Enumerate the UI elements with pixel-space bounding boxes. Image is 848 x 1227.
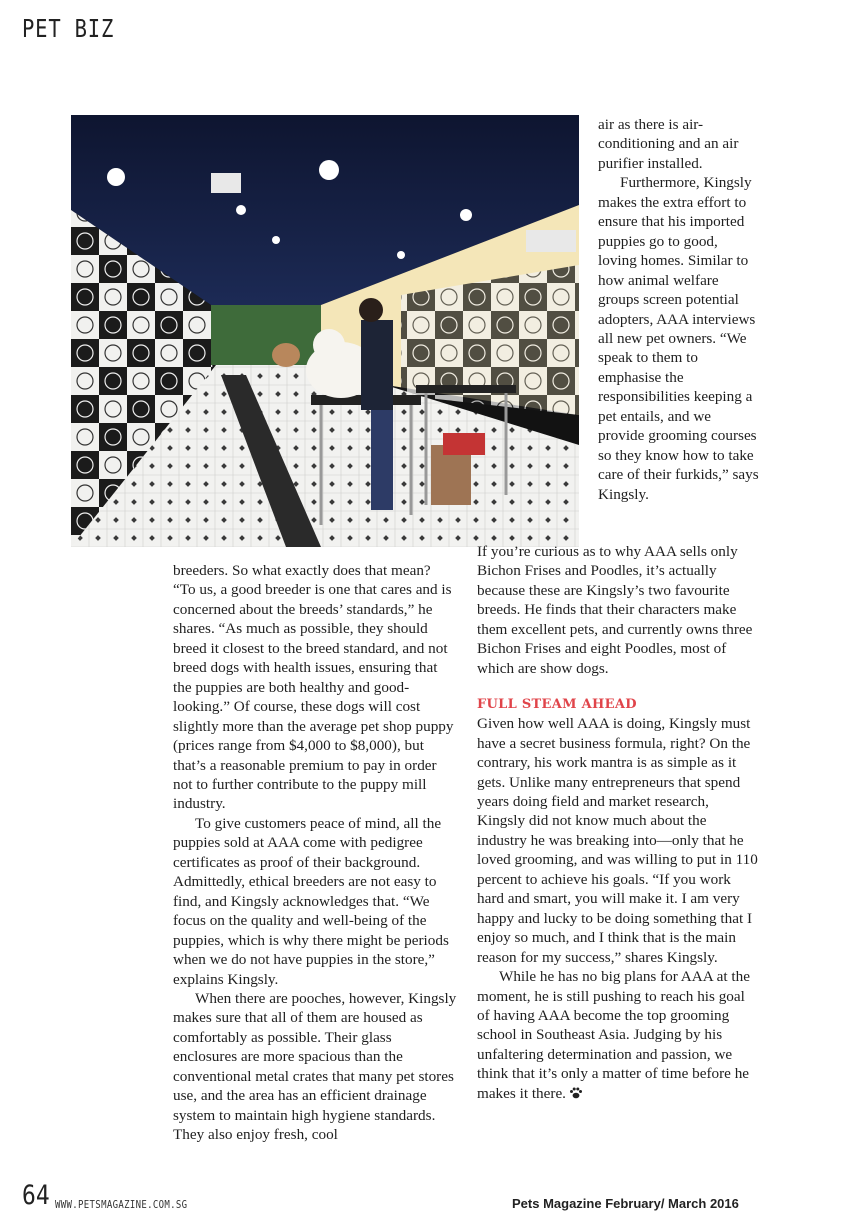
issue-label: Pets Magazine February/ March 2016 xyxy=(512,1196,739,1211)
paragraph: When there are pooches, however, Kingsly makes sure that all of them are housed as comfortably as possible. Their glass enclosures are more spacious than the conventional metal crates that many pet stores use, and the area has an efficient drainage system to maintain high hygiene standards. They also enjoy fresh, cool xyxy=(173,989,457,1144)
website-link[interactable]: WWW.PETSMAGAZINE.COM.SG xyxy=(55,1198,188,1211)
paragraph: air as there is air-conditioning and an air purifier installed. xyxy=(598,116,739,172)
paragraph: If you’re curious as to why AAA sells only Bichon Frises and Poodles, it’s actually because these are Kingsly’s two favourite breeds. He finds that their characters make them excellent pets, and currently owns three Bichon Frises and eight Poodles, most of which are show dogs. xyxy=(477,543,753,677)
paragraph: breeders. So what exactly does that mean? “To us, a good breeder is one that cares and is concerned about the breeds’ standards,” he shares. “As much as possible, they should breed it closest to the breed standard, and not breed dogs with health issues, ensuring that the puppies are both healthy and good-looking.” Of course, these dogs will cost slightly more than the average pet shop puppy (prices range from $4,000 to $8,000), but that’s a reasonable premium to pay in order not to further contribute to the puppy mill industry. xyxy=(173,562,454,813)
paw-end-icon xyxy=(569,1087,583,1099)
text-column-top xyxy=(598,115,760,504)
paragraph: Furthermore, Kingsly makes the extra effort to ensure that his imported puppies go to good, loving homes. Similar to how animal welfare groups screen potential adopters, AAA interviews all new pet owners. “We speak to them to emphasise the responsibilities keeping a pet entails, and we provide grooming courses so they know how to take care of their furkids,” says Kingsly. xyxy=(598,174,759,503)
page-number: 64 xyxy=(22,1180,50,1211)
paragraph xyxy=(477,967,760,1103)
text-column-left xyxy=(173,561,457,1145)
paragraph: Given how well AAA is doing, Kingsly must have a secret business formula, right? On the contrary, his work mantra is as simple as it gets. Unlike many entrepreneurs that spend years doing field and market research, Kingsly did not know much about the industry he was breaking into—only that he loved grooming, and was willing to put in 110 percent to achieve his goals. “If you work hard and smart, you will make it. I am very happy and lucky to be doing something that I enjoy so much, and I think that is the main reason for my success,” shares Kingsly. xyxy=(477,715,758,966)
text-column-right xyxy=(477,542,760,1103)
paragraph-text: While he has no big plans for AAA at the moment, he is still pushing to reach his goal of having AAA become the top grooming school in Southeast Asia. Judging by his unfaltering determination and passion, we think that it’s only a matter of time before he makes it there. xyxy=(477,968,750,1102)
section-label: PET BIZ xyxy=(22,14,115,43)
paragraph: To give customers peace of mind, all the puppies sold at AAA come with pedigree certificates as proof of their background. Admittedly, ethical breeders are not easy to find, and Kingsly acknowledges that. “We focus on the quality and well-being of the puppies, which is why there might be periods when we do not have puppies in the store,” explains Kingsly. xyxy=(173,814,449,988)
grooming-salon-photo xyxy=(71,115,579,547)
section-heading: FULL STEAM AHEAD xyxy=(477,697,637,713)
